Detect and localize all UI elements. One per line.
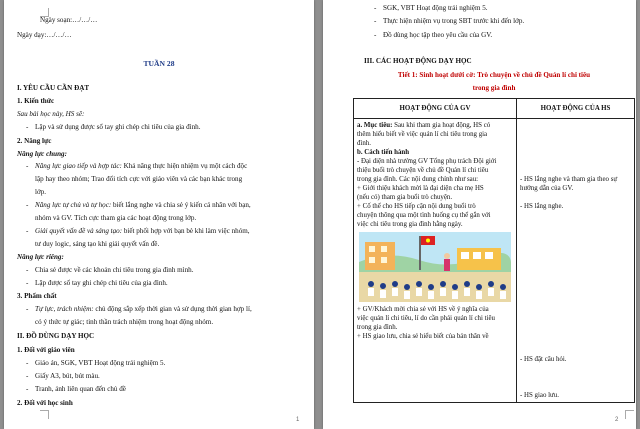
cell-text-line: (nếu có) tham gia buổi trò chuyện. — [357, 194, 453, 201]
cell-text-line: - HS lắng nghe và tham gia theo sự — [520, 176, 618, 183]
section-heading: III. CÁC HOẠT ĐỘNG DẠY HỌC — [364, 57, 472, 65]
cell-spacer — [520, 193, 631, 202]
cell-text-line: - Đại diện nhà trường GV Tổng phụ trách Đội giới — [357, 158, 497, 165]
teach-date-line: Ngày dạy:…/…/… — [17, 31, 72, 39]
cell-text-line: + HS giao lưu, chia sẻ hiểu biết của bản thân về — [357, 333, 489, 340]
bullet-item: - Thực hiện nhiệm vụ trong SBT trước khi đến lớp. — [383, 17, 524, 26]
cell-text-line: trong gia đình. — [357, 324, 398, 331]
cell-text-line: thêm hiểu biết về việc quản lí chi tiêu trong gia — [357, 131, 488, 138]
cell-text-line: chuyện thông qua một tình huống cụ thể gắn với — [357, 212, 491, 219]
section-heading: II. ĐỒ DÙNG DẠY HỌC — [17, 332, 95, 340]
bullet-item: - Chia sẻ được về các khoản chi tiêu trong gia đình mình. — [35, 266, 194, 275]
cell-text-line: hướng dẫn của GV. — [520, 185, 574, 192]
bullet-item: - Lập và sử dụng được sổ tay ghi chép chi tiêu của gia đình. — [35, 123, 201, 132]
cell-heading: b. Cách tiến hành — [357, 149, 410, 156]
subsection-heading: 2. Đối với học sinh — [17, 399, 73, 407]
bullet-item: - Giải quyết vấn đề và sáng tạo: biết phối hợp với bạn bè khi làm việc nhóm, — [35, 227, 250, 236]
margin-corner-mark — [40, 410, 49, 419]
bullet-item: - Tranh, ảnh liên quan đến chủ đề — [35, 385, 126, 394]
cell-text-line: - HS giao lưu. — [520, 392, 559, 399]
page-number: 2 — [615, 417, 619, 423]
document-page-2 — [323, 0, 636, 429]
subsection-heading: 1. Kiến thức — [17, 97, 55, 105]
cell-text-line: việc chi tiêu trong gia đình hằng ngày. — [357, 221, 463, 228]
page-number: 1 — [296, 417, 300, 423]
cell-text-line: thiệu buổi trò chuyện về chủ đề Quản lí chi tiêu — [357, 167, 489, 174]
bullet-item: - Lập được sổ tay ghi chép chi tiêu của gia đình. — [35, 279, 168, 288]
subheading-italic: Năng lực chung: — [17, 150, 67, 158]
classroom-illustration — [359, 232, 511, 302]
section-heading: I. YÊU CẦU CẦN ĐẠT — [17, 84, 90, 92]
lesson-title: trong gia đình — [472, 84, 516, 92]
cell-text-line: + Cố thể cho HS tiếp cận nội dung buổi trò — [357, 203, 476, 210]
student-activity-cell — [517, 119, 635, 403]
bullet-item: - Đồ dùng học tập theo yêu cầu của GV. — [383, 31, 492, 40]
text-line: có ý thức tự giác; tinh thần trách nhiệm trong hoạt động nhóm. — [35, 318, 214, 326]
document-page-1 — [4, 0, 314, 429]
cell-text-line: đình. — [357, 140, 371, 147]
subsection-heading: 2. Năng lực — [17, 137, 52, 145]
activities-table — [353, 98, 635, 403]
cell-text-line: - HS lắng nghe. — [520, 203, 564, 210]
cell-text-line: trong gia đình. Các nội dung chính như sau: — [357, 176, 479, 183]
text-line: lập hay theo nhóm; Trao đổi tích cực với giáo viên và các bạn khác trong — [35, 175, 243, 183]
bullet-item: - Năng lực tự chủ và tự học: biết lắng nghe và chia sẻ ý kiến cá nhân với bạn, — [35, 201, 251, 210]
table-header-teacher: HOẠT ĐỘNG CỦA GV — [354, 99, 517, 119]
cell-spacer — [520, 364, 631, 391]
cell-text-line: - HS đặt câu hỏi. — [520, 356, 567, 363]
classroom-illustration-graphic — [359, 232, 511, 302]
text-line: tư duy logic, sáng tạo khi giải quyết vấn đề. — [35, 240, 160, 248]
margin-corner-mark — [625, 410, 634, 419]
subheading-italic: Năng lực riêng: — [17, 253, 64, 261]
bullet-item: - Giấy A3, bút, bút màu. — [35, 372, 100, 381]
lesson-title: Tiết 1: Sinh hoạt dưới cờ: Trò chuyện về chủ đề Quản lí chi tiêu — [397, 71, 591, 79]
bullet-item: - Năng lực giao tiếp và hợp tác: Khả năng thực hiện nhiệm vụ một cách độc — [35, 162, 247, 171]
text-line: lớp. — [35, 188, 47, 196]
text-line: Sau bài học này, HS sẽ: — [17, 110, 85, 118]
teacher-activity-cell — [354, 119, 517, 403]
cell-spacer — [520, 211, 631, 355]
bullet-item: - SGK, VBT Hoạt động trải nghiệm 5. — [383, 4, 488, 13]
cell-text-line: a. Mục tiêu: Sau khi tham gia hoạt động, HS có — [357, 122, 491, 129]
prep-date-line: Ngày soạn:…/…/… — [40, 16, 98, 24]
text-line: nhóm và GV. Tích cực tham gia các hoạt động trong lớp. — [35, 214, 197, 222]
cell-text-line: việc quản lí chi tiêu, lí do cần phải quản lí chi tiêu — [357, 315, 495, 322]
cell-spacer — [520, 121, 631, 175]
bullet-item: - Giáo án, SGK, VBT Hoạt động trải nghiệm 5. — [35, 359, 165, 368]
table-header-student: HOẠT ĐỘNG CỦA HS — [517, 99, 635, 119]
subsection-heading: 1. Đối với giáo viên — [17, 346, 75, 354]
week-title: TUẦN 28 — [143, 59, 175, 68]
cell-text-line: + Giới thiệu khách mời là đại diện cha mẹ HS — [357, 185, 484, 192]
cell-text-line: + GV/Khách mời chia sẻ với HS về ý nghĩa của — [357, 306, 489, 313]
subsection-heading: 3. Phẩm chất — [17, 292, 57, 300]
bullet-item: - Tự lực, trách nhiệm: chủ động sắp xếp thời gian và sử dụng thời gian hợp lí, — [35, 305, 252, 314]
